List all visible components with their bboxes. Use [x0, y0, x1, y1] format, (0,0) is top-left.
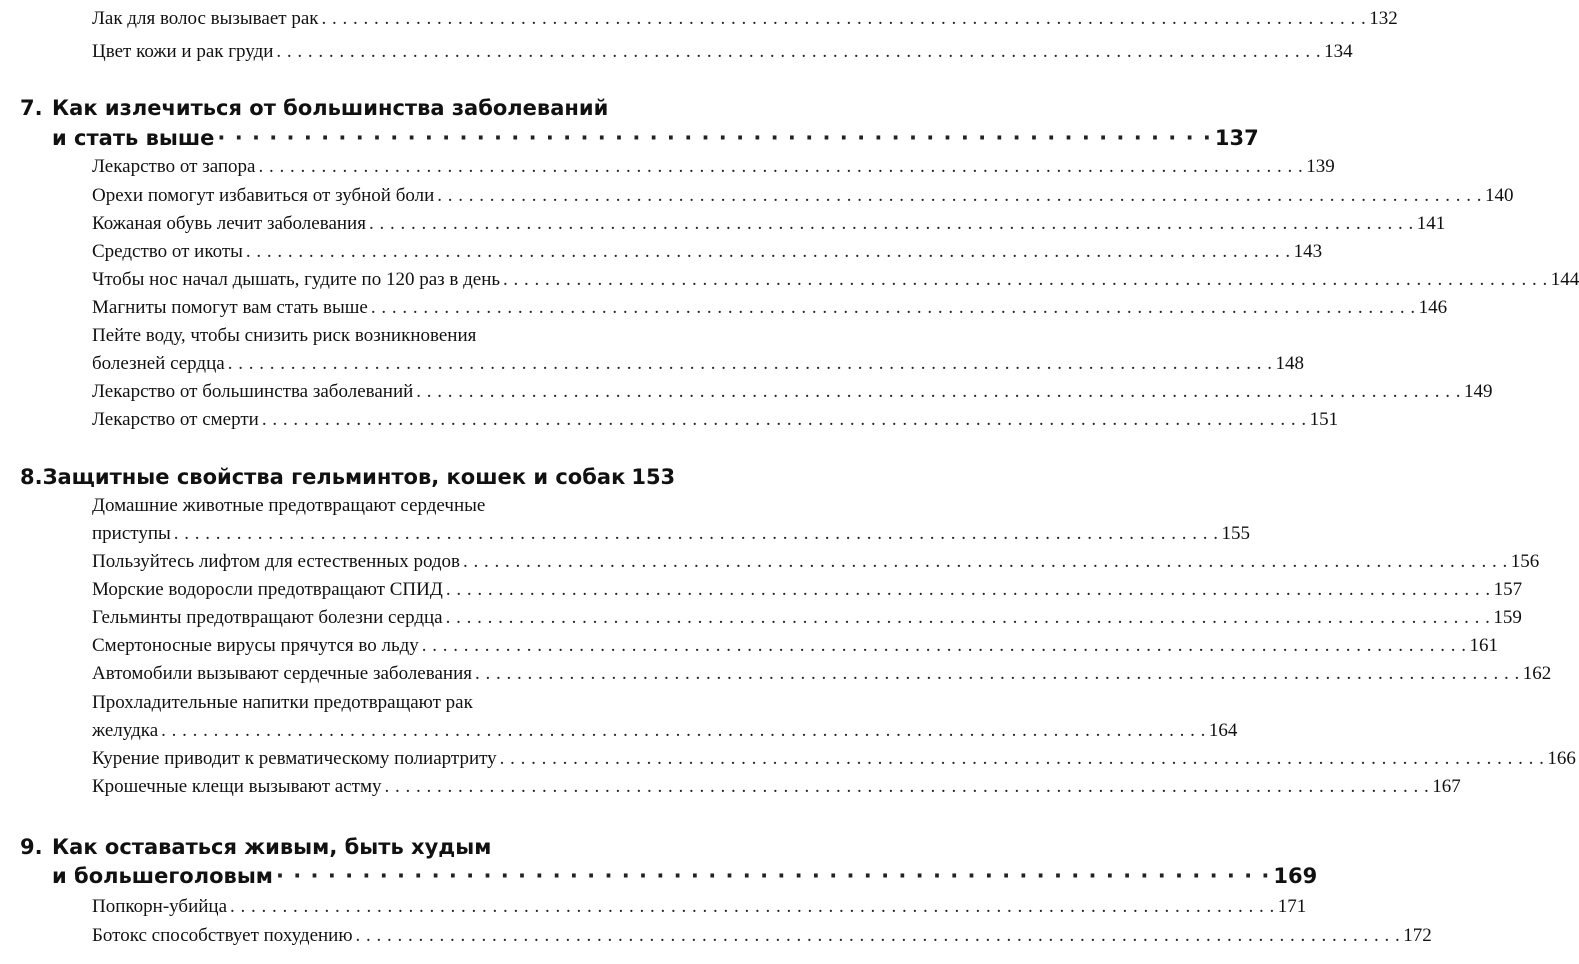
chapter-title: Защитные свойства гельминтов, кошек и собак — [42, 465, 626, 489]
chapter-number: 9. — [20, 835, 43, 859]
entry-page-number: 157 — [1493, 579, 1523, 600]
toc-entry[interactable] — [92, 551, 1540, 573]
entry-title: Магниты помогут вам стать выше — [92, 297, 368, 318]
entry-page-number: 140 — [1485, 185, 1514, 206]
toc-entry[interactable] — [92, 269, 1579, 291]
entry-title: Орехи помогут избавиться от зубной боли — [92, 185, 435, 206]
dot-leader — [246, 241, 1291, 263]
entry-title: Домашние животные предотвращают сердечные — [92, 495, 486, 516]
dot-leader — [500, 748, 1545, 770]
entry-page-number: 151 — [1309, 409, 1339, 430]
chapter-title-continuation: и стать выше — [52, 126, 215, 150]
entry-page-number: 134 — [1324, 41, 1353, 62]
dot-leader — [422, 635, 1467, 657]
chapter-title-continuation: и большеголовым — [52, 864, 273, 888]
dot-leader — [503, 269, 1548, 291]
entry-title: Попкорн-убийца — [92, 896, 228, 917]
entry-page-number: 149 — [1464, 381, 1493, 402]
dot-leader — [321, 8, 1366, 30]
toc-entry-first-line[interactable] — [92, 495, 485, 517]
chapter-page-number: 137 — [1214, 126, 1259, 150]
toc-entry[interactable] — [92, 41, 1353, 63]
entry-title: приступы — [92, 523, 171, 544]
toc-entry[interactable] — [92, 381, 1493, 403]
entry-page-number: 156 — [1510, 551, 1540, 572]
entry-title: Лекарство от большинства заболеваний — [92, 381, 414, 402]
dot-leader — [161, 720, 1206, 742]
chapter-heading[interactable] — [20, 835, 640, 859]
chapter-heading-continuation[interactable] — [52, 864, 1318, 888]
entry-title: Морские водоросли предотвращают СПИД — [92, 579, 443, 600]
entry-page-number: 139 — [1306, 156, 1335, 177]
entry-title: Ботокс способствует похудению — [92, 925, 353, 946]
chapter-number: 8. — [20, 465, 43, 489]
toc-entry[interactable] — [92, 925, 1432, 947]
entry-title: Пейте воду, чтобы снизить риск возникновения — [92, 325, 477, 346]
dot-leader — [276, 864, 1270, 888]
chapter-title: Как излечиться от большинства заболеваний — [52, 96, 609, 120]
dot-leader — [437, 185, 1482, 207]
dot-leader — [446, 607, 1491, 629]
dot-leader — [230, 896, 1275, 918]
toc-entry-first-line[interactable] — [92, 692, 473, 714]
entry-title: Чтобы нос начал дышать, гудите по 120 раз в день — [92, 269, 501, 290]
chapter-page-number: 153 — [631, 465, 676, 489]
entry-page-number: 166 — [1547, 748, 1576, 769]
toc-entry[interactable] — [92, 720, 1238, 742]
entry-page-number: 143 — [1293, 241, 1323, 262]
toc-entry[interactable] — [92, 663, 1552, 685]
dot-leader — [384, 776, 1429, 798]
dot-leader — [463, 551, 1508, 573]
dot-leader — [356, 925, 1401, 947]
toc-entry[interactable] — [92, 523, 1251, 545]
entry-page-number: 172 — [1403, 925, 1432, 946]
chapter-heading[interactable] — [20, 96, 640, 120]
chapter-heading[interactable] — [20, 465, 676, 489]
toc-entry[interactable] — [92, 409, 1339, 431]
entry-title: Крошечные клещи вызывают астму — [92, 776, 382, 797]
entry-page-number: 162 — [1522, 663, 1552, 684]
entry-page-number: 171 — [1277, 896, 1307, 917]
entry-page-number: 159 — [1493, 607, 1522, 628]
toc-entry[interactable] — [92, 896, 1307, 918]
dot-leader — [217, 126, 1211, 150]
toc-entry[interactable] — [92, 353, 1304, 375]
chapter-title: Как оставаться живым, быть худым — [52, 835, 492, 859]
entry-title: Средство от икоты — [92, 241, 243, 262]
entry-title: Прохладительные напитки предотвращают рак — [92, 692, 473, 713]
dot-leader — [228, 353, 1273, 375]
dot-leader — [371, 297, 1416, 319]
toc-entry[interactable] — [92, 185, 1514, 207]
dot-leader — [369, 213, 1414, 235]
chapter-page-number: 169 — [1273, 864, 1318, 888]
entry-page-number: 146 — [1418, 297, 1448, 318]
entry-title: Гельминты предотвращают болезни сердца — [92, 607, 443, 628]
toc-entry[interactable] — [92, 156, 1335, 178]
toc-entry[interactable] — [92, 213, 1446, 235]
dot-leader — [276, 41, 1321, 63]
dot-leader — [259, 156, 1304, 178]
entry-page-number: 155 — [1221, 523, 1251, 544]
toc-entry[interactable] — [92, 241, 1323, 263]
entry-title: Цвет кожи и рак груди — [92, 41, 274, 62]
dot-leader — [174, 523, 1219, 545]
entry-title: Лак для волос вызывает рак — [92, 8, 319, 29]
toc-entry[interactable] — [92, 579, 1523, 601]
toc-entry[interactable] — [92, 8, 1398, 30]
toc-entry-first-line[interactable] — [92, 325, 476, 347]
entry-title: Лекарство от смерти — [92, 409, 259, 430]
entry-title: Автомобили вызывают сердечные заболевания — [92, 663, 472, 684]
entry-title: Курение приводит к ревматическому полиартриту — [92, 748, 497, 769]
entry-title: желудка — [92, 720, 159, 741]
entry-title: Смертоносные вирусы прячутся во льду — [92, 635, 419, 656]
entry-page-number: 161 — [1469, 635, 1499, 656]
toc-entry[interactable] — [92, 748, 1576, 770]
entry-page-number: 148 — [1275, 353, 1304, 374]
dot-leader — [416, 381, 1461, 403]
entry-title: Кожаная обувь лечит заболевания — [92, 213, 366, 234]
entry-title: болезней сердца — [92, 353, 225, 374]
chapter-heading-continuation[interactable] — [52, 126, 1259, 150]
entry-page-number: 141 — [1416, 213, 1446, 234]
toc-entry[interactable] — [92, 607, 1522, 629]
toc-entry[interactable] — [92, 297, 1448, 319]
entry-page-number: 167 — [1432, 776, 1461, 797]
dot-leader — [475, 663, 1520, 685]
toc-entry[interactable] — [92, 635, 1499, 657]
entry-title: Пользуйтесь лифтом для естественных родов — [92, 551, 461, 572]
entry-page-number: 164 — [1208, 720, 1238, 741]
toc-entry[interactable] — [92, 776, 1461, 798]
entry-title: Лекарство от запора — [92, 156, 256, 177]
entry-page-number: 132 — [1369, 8, 1398, 29]
entry-page-number: 144 — [1550, 269, 1579, 290]
chapter-number: 7. — [20, 96, 43, 120]
dot-leader — [446, 579, 1491, 601]
dot-leader — [262, 409, 1307, 431]
